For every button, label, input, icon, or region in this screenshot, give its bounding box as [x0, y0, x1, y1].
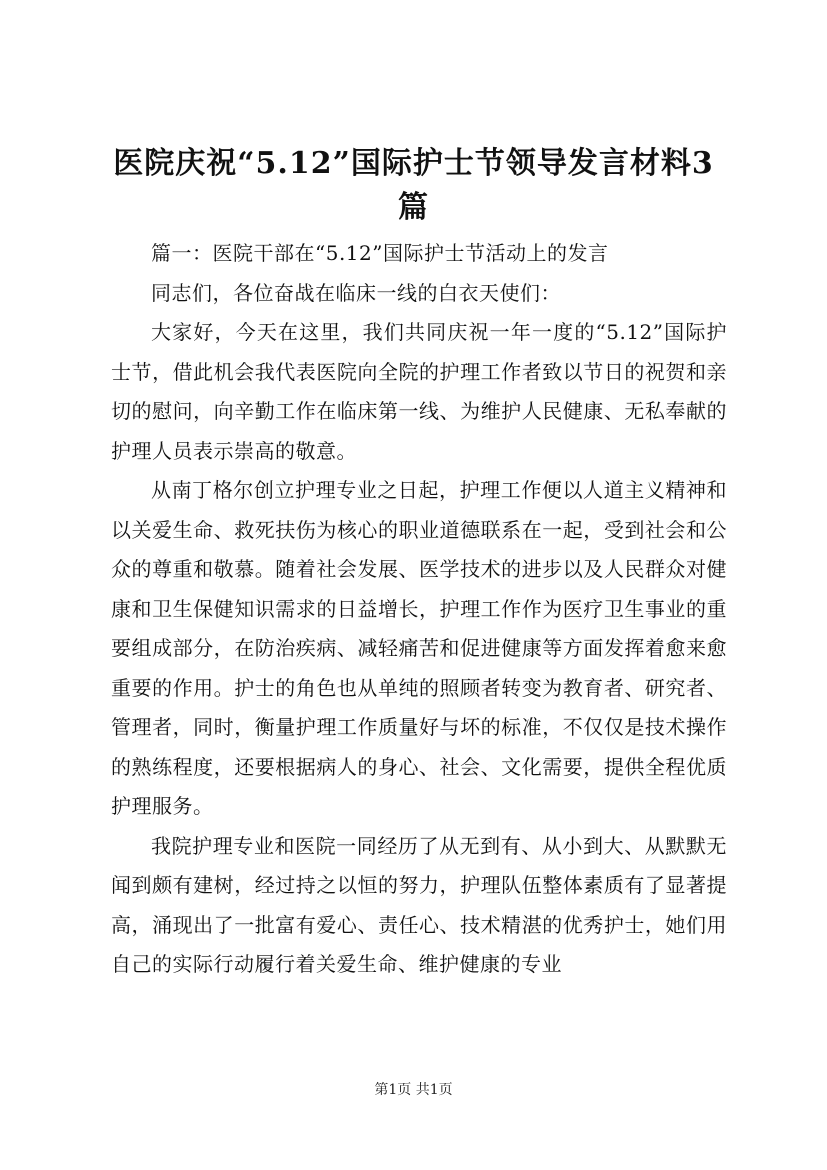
document-body [111, 234, 727, 985]
paragraph: 大家好，今天在这里，我们共同庆祝一年一度的“5.12”国际护士节，借此机会我代表医院向全院的护理工作者致以节日的祝贺和亲切的慰问，向辛勤工作在临床第一线、为维护人民健康、无私奉献的护理人员表示崇高的敬意。 [111, 320, 727, 463]
page-footer: 第1页 共1页 [374, 1082, 453, 1098]
salutation: 同志们，各位奋战在临床一线的白衣天使们： [151, 280, 561, 305]
section-heading: 篇一：医院干部在“5.12”国际护士节活动上的发言 [151, 241, 609, 265]
document-title: 医院庆祝“5.12”国际护士节领导发言材料3篇 [113, 146, 714, 225]
paragraph: 我院护理专业和医院一同经历了从无到有、从小到大、从默默无闻到颇有建树，经过持之以恒的努力，护理队伍整体素质有了显著提高，涌现出了一批富有爱心、责任心、技术精湛的优秀护士，她们用自己的实际行动履行着关爱生命、维护健康的专业 [111, 833, 727, 976]
paragraph: 从南丁格尔创立护理专业之日起，护理工作便以人道主义精神和以关爱生命、救死扶伤为核心的职业道德联系在一起，受到社会和公众的尊重和敬慕。随着社会发展、医学技术的进步以及人民群众对健康和卫生保健知识需求的日益增长，护理工作作为医疗卫生事业的重要组成部分，在防治疾病、减轻痛苦和促进健康等方面发挥着愈来愈重要的作用。护士的角色也从单纯的照顾者转变为教育者、研究者、管理者，同时，衡量护理工作质量好与坏的标准，不仅仅是技术操作的熟练程度，还要根据病人的身心、社会、文化需要，提供全程优质护理服务。 [111, 478, 727, 818]
